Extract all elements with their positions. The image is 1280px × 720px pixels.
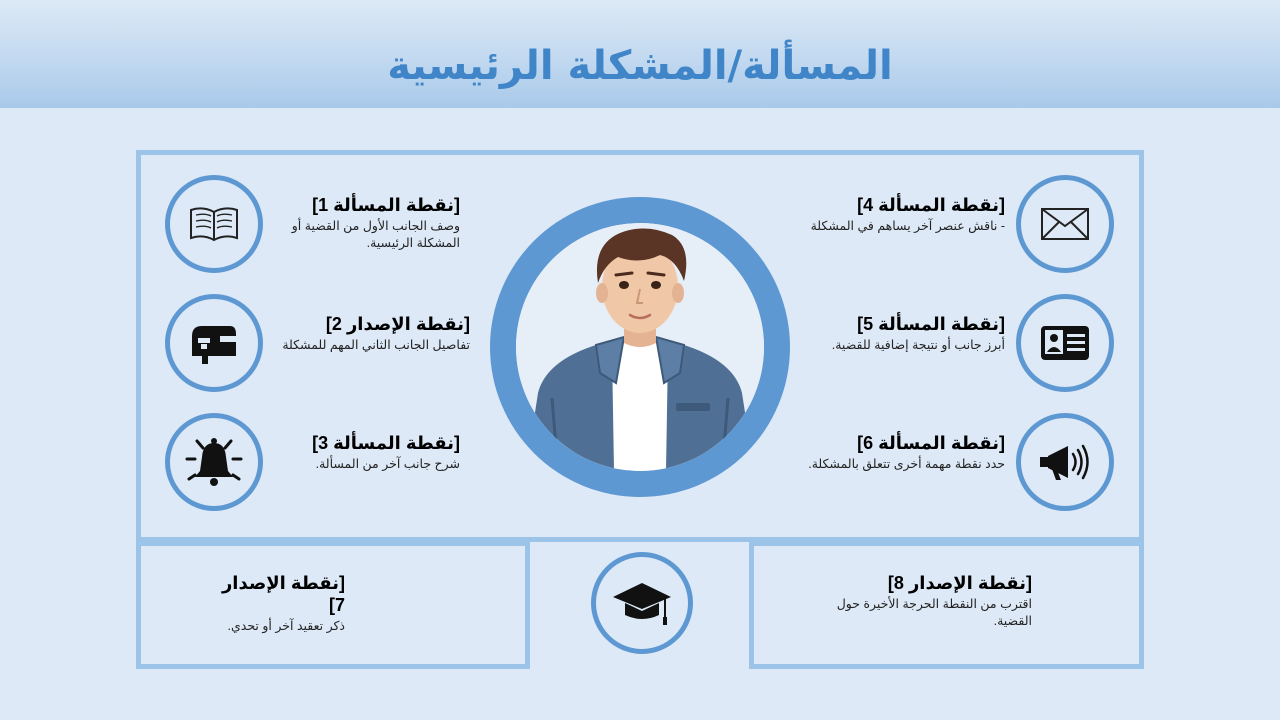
point-4-heading: [نقطة المسألة 4]	[857, 195, 1005, 215]
book-icon-ring	[165, 175, 263, 273]
point-3	[280, 432, 460, 473]
point-1-desc: وصف الجانب الأول من القضية أو المشكلة الرئيسية.	[291, 219, 460, 250]
point-3-heading: [نقطة المسألة 3]	[312, 433, 460, 453]
graduation-cap-icon-ring	[591, 552, 693, 654]
page-title: المسألة/المشكلة الرئيسية	[387, 43, 893, 89]
portrait-image	[516, 223, 764, 471]
point-7-heading: [نقطة الإصدار 7]	[221, 573, 345, 615]
point-2-desc: تفاصيل الجانب الثاني المهم للمشكلة	[282, 338, 470, 352]
point-5	[805, 313, 1005, 354]
megaphone-icon-ring	[1016, 413, 1114, 511]
mailbox-icon	[188, 322, 240, 364]
point-5-desc: أبرز جانب أو نتيجة إضافية للقضية.	[831, 338, 1005, 352]
graduation-cap-icon	[611, 577, 673, 629]
envelope-icon	[1039, 206, 1091, 242]
point-4	[805, 194, 1005, 235]
bell-icon-ring	[165, 413, 263, 511]
megaphone-icon	[1038, 442, 1092, 482]
mailbox-icon-ring	[165, 294, 263, 392]
point-7-desc: ذكر تعقيد آخر أو تحدي.	[227, 619, 345, 633]
point-2-heading: [نقطة الإصدار 2]	[325, 314, 470, 334]
point-6-desc: حدد نقطة مهمة أخرى تتعلق بالمشكلة.	[808, 457, 1005, 471]
id-card-icon	[1039, 324, 1091, 362]
point-6	[805, 432, 1005, 473]
envelope-icon-ring	[1016, 175, 1114, 273]
point-8-heading: [نقطة الإصدار 8]	[887, 573, 1032, 593]
id-card-icon-ring	[1016, 294, 1114, 392]
point-6-heading: [نقطة المسألة 6]	[857, 433, 1005, 453]
point-2	[280, 313, 470, 354]
point-3-desc: شرح جانب آخر من المسألة.	[315, 457, 460, 471]
point-8-desc: اقترب من النقطة الحرجة الأخيرة حول القضية.	[836, 597, 1032, 628]
point-5-heading: [نقطة المسألة 5]	[857, 314, 1005, 334]
bell-icon	[183, 435, 245, 489]
book-icon	[187, 204, 241, 244]
point-1	[280, 194, 460, 252]
point-8	[832, 572, 1032, 630]
point-1-heading: [نقطة المسألة 1]	[312, 195, 460, 215]
point-7	[205, 572, 345, 635]
point-4-desc: - ناقش عنصر آخر يساهم في المشكلة	[810, 219, 1005, 233]
